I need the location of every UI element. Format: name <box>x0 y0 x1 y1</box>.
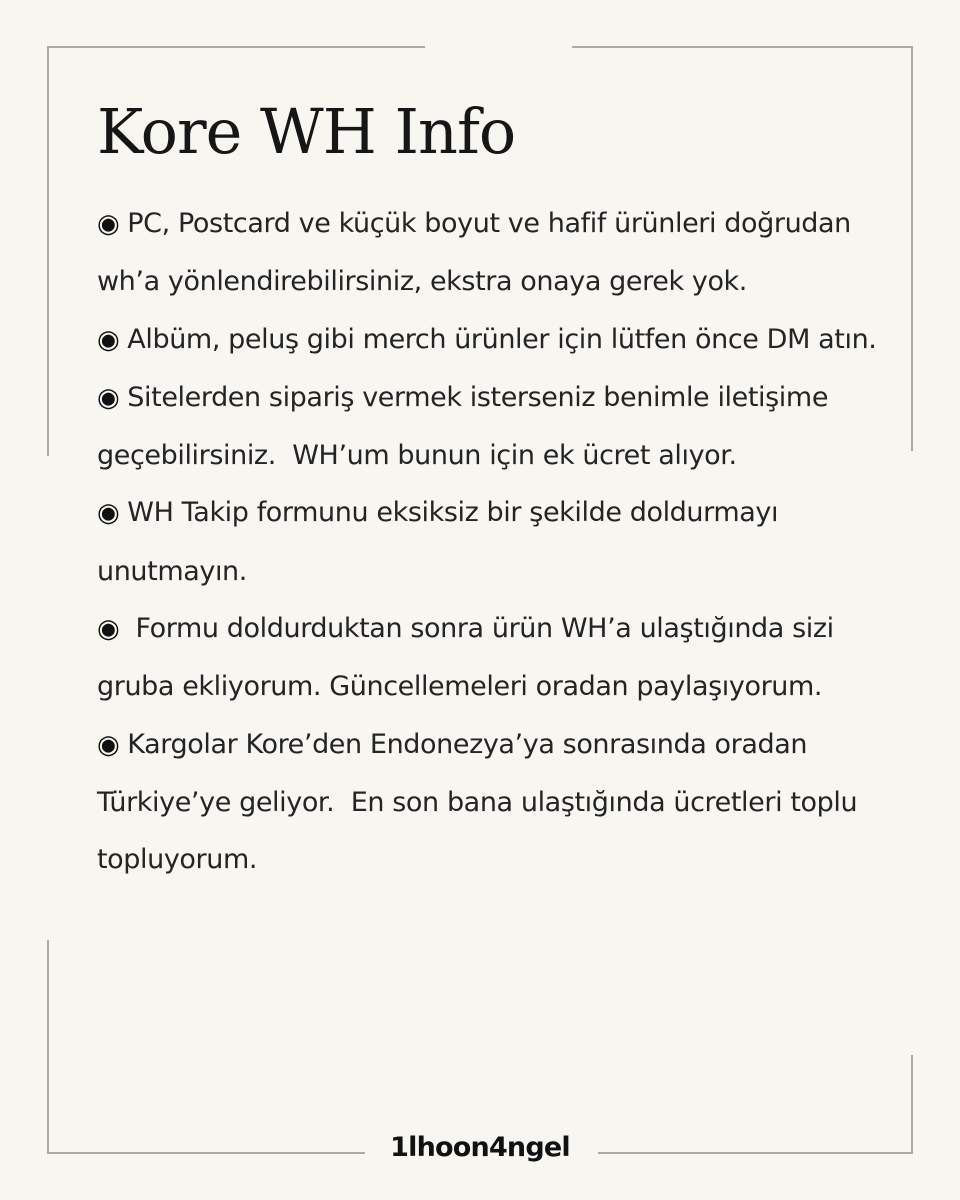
info-item-text: WH Takip formunu eksiksiz bir şekilde doldurmayı unutmayın. <box>97 497 787 587</box>
page-title: Kore WH Info <box>97 95 516 168</box>
fisheye-bullet-icon: ◉ <box>97 498 120 529</box>
info-item-text: Sitelerden sipariş vermek isterseniz benimle iletişime geçebilirsiniz. WH’um bunun için ek ücret alıyor. <box>97 381 837 472</box>
info-item <box>97 716 877 889</box>
frame-right <box>911 46 913 451</box>
frame-left-bottom <box>47 940 49 1154</box>
frame-left <box>47 46 49 456</box>
fisheye-bullet-icon: ◉ <box>97 382 120 413</box>
info-item <box>97 195 877 311</box>
info-item-text: Kargolar Kore’den Endonezya’ya sonrasında oradan Türkiye’ye geliyor. En son bana ulaştığında ücretleri toplu topluyorum. <box>97 728 866 876</box>
fisheye-bullet-icon: ◉ <box>97 209 120 239</box>
fisheye-bullet-icon: ◉ <box>97 729 120 760</box>
fisheye-bullet-icon: ◉ <box>97 324 120 355</box>
info-item <box>97 369 877 485</box>
frame-top-right <box>572 46 913 48</box>
info-list <box>97 195 877 889</box>
frame-top-left <box>47 46 425 48</box>
footer-handle: 1lhoon4ngel <box>390 1132 570 1163</box>
fisheye-bullet-icon: ◉ <box>97 614 120 645</box>
info-item <box>97 600 877 716</box>
info-item-text: Formu doldurduktan sonra ürün WH’a ulaştığında sizi gruba ekliyorum. Güncellemeleri oradan paylaşıyorum. <box>97 613 842 703</box>
info-item <box>97 311 877 369</box>
info-item-text: Albüm, peluş gibi merch ürünler için lütfen önce DM atın. <box>127 323 877 355</box>
info-item-text: PC, Postcard ve küçük boyut ve hafif ürünleri doğrudan wh’a yönlendirebilirsiniz, ekstra onaya gerek yok. <box>97 208 860 298</box>
info-item <box>97 484 877 600</box>
